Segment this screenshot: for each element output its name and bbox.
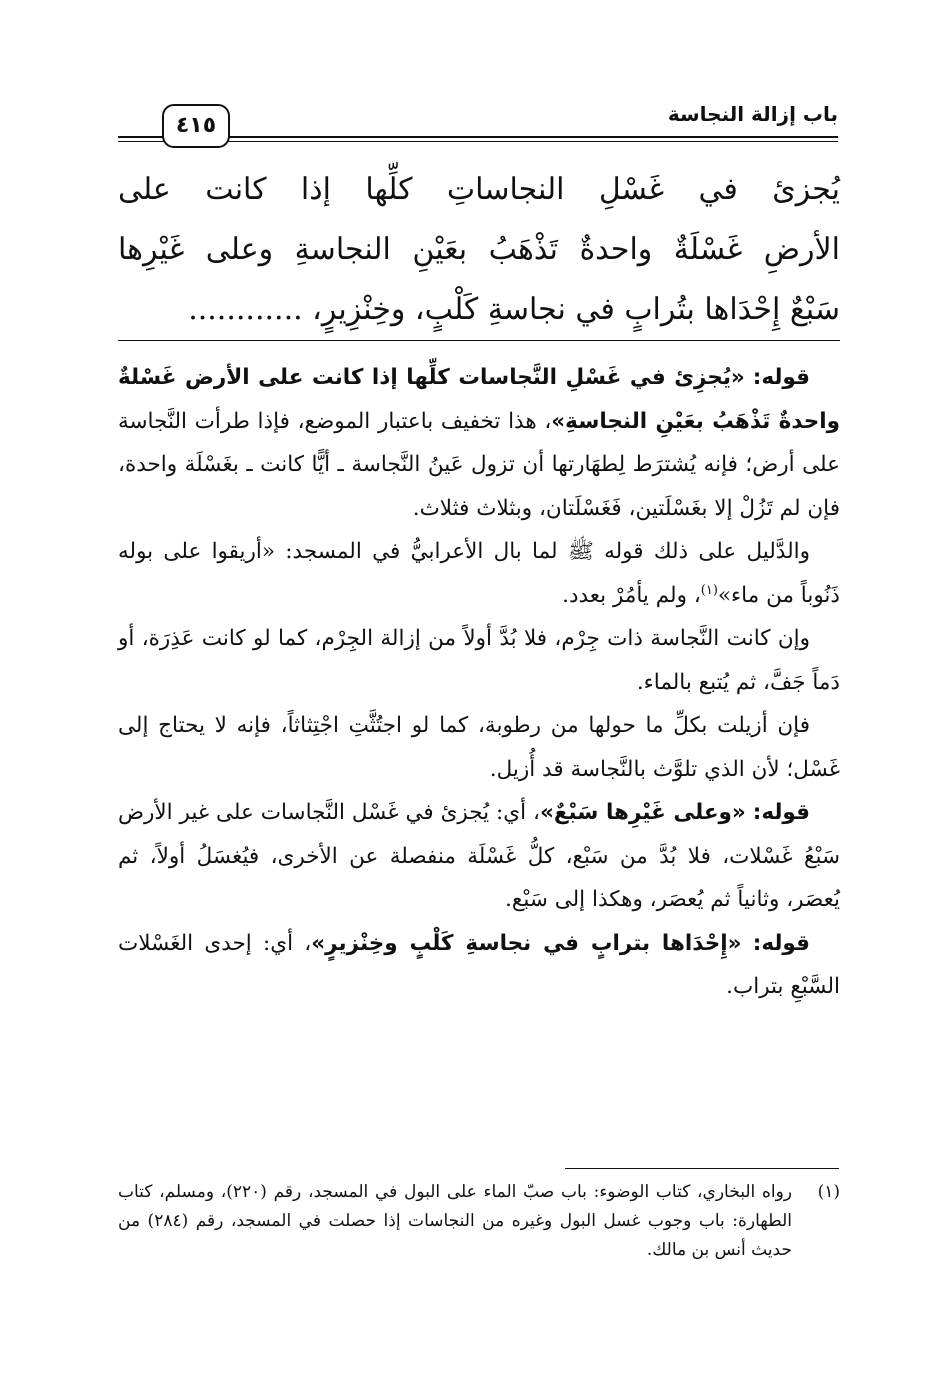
paragraph-text: ، هذا تخفيف باعتبار الموضع، فإذا طرأت النَّجاسة على أرض؛ فإنه يُشترَط لِطهَارتها أن تزول عَينُ النَّجاسة ـ أيًّا كانت ـ بغَسْلَة واحدة، فإن لم تَزُلْ إلا بغَسْلَتين، فَغَسْلَتان، وبثلاث فثلاث. bbox=[118, 408, 840, 521]
commentary-paragraph bbox=[118, 704, 840, 791]
matn-quote: «إِحْدَاها بترابٍ في نجاسةِ كَلْبٍ وخِنْزيرٍ» bbox=[311, 930, 742, 956]
matn-line: سَبْعٌ إِحْدَاها بتُرابٍ في نجاسةِ كَلْبٍ، وخِنْزِيرٍ، ............ bbox=[188, 292, 840, 327]
commentary-paragraph bbox=[118, 791, 840, 922]
paragraph-text: وإن كانت النَّجاسة ذات جِرْم، فلا بُدَّ أولاً من إزالة الجِرْم، كما لو كانت عَذِرَة، أو دَماً جَفَّ، ثم يُتبع بالماء. bbox=[118, 626, 840, 695]
paragraph-text: ، ولم يأمُرْ بعدد. bbox=[562, 582, 701, 608]
footnote bbox=[118, 1178, 840, 1265]
footnotes bbox=[118, 1178, 840, 1265]
qawluhu-label: قوله: bbox=[752, 930, 810, 956]
commentary-paragraph bbox=[118, 922, 840, 1009]
footnote-reference[interactable]: (١) bbox=[700, 582, 718, 598]
matn-text bbox=[118, 160, 840, 340]
matn-line: يُجزئ في غَسْلِ النجاساتِ كلِّها إذا كانت على bbox=[118, 172, 840, 207]
paragraph-text: فإن أزيلت بكلِّ ما حولها من رطوبة، كما لو اجتُثَّتِ اجْتِثاثاً، فإنه لا يحتاج إلى غَسْل؛ لأن الذي تلوَّث بالنَّجاسة قد أُزيل. bbox=[118, 713, 840, 782]
commentary-paragraph bbox=[118, 617, 840, 704]
footnote-number: (١) bbox=[817, 1182, 840, 1202]
matn-separator bbox=[118, 340, 840, 341]
footnote-text: رواه البخاري، كتاب الوضوء: باب صبّ الماء على البول في المسجد، رقم (٢٢٠)، ومسلم، كتاب الطهارة: باب وجوب غسل البول وغيره من النجاسات إذا حصلت في المسجد، رقم (٢٨٤) من حديث أنس بن مالك. bbox=[118, 1182, 792, 1260]
qawluhu-label: قوله: bbox=[752, 365, 810, 390]
matn-quote: «يُجزِئ في غَسْلِ النَّجاسات كلِّها إذا كانت على الأرض غَسْلةٌ واحدةٌ تَذْهَبُ بعَيْنِ النجاسةِ» bbox=[118, 365, 840, 434]
matn-quote: «وعلى غَيْرِها سَبْعٌ» bbox=[539, 800, 746, 825]
paragraph-text: ، أي: إحدى الغَسْلات السَّبْعِ بتراب. bbox=[118, 930, 840, 999]
qawluhu-label: قوله: bbox=[752, 800, 810, 825]
footnote-rule bbox=[565, 1168, 839, 1169]
paragraph-text: والدَّليل على ذلك قوله ﷺ لما بال الأعرابيُّ في المسجد: «أريقوا على بوله ذَنُوباً من ماء» bbox=[118, 539, 840, 608]
commentary-paragraph bbox=[118, 530, 840, 617]
running-header bbox=[118, 100, 838, 150]
page-number: ٤١٥ bbox=[162, 104, 230, 148]
commentary bbox=[118, 356, 840, 1009]
chapter-title: باب إزالة النجاسة bbox=[667, 102, 838, 126]
commentary-paragraph bbox=[118, 356, 840, 530]
paragraph-text: ، أي: يُجزئ في غَسْل النَّجاسات على غير الأرض سَبْعُ غَسْلات، فلا بُدَّ من سَبْع، كلُّ غَسْلَة منفصلة عن الأخرى، فيُغسَلُ أولاً، ثم يُعصَر، وثانياً ثم يُعصَر، وهكذا إلى سَبْع. bbox=[118, 800, 840, 912]
matn-line: الأرضِ غَسْلَةٌ واحدةٌ تَذْهَبُ بعَيْنِ النجاسةِ وعلى غَيْرِها bbox=[118, 232, 840, 267]
